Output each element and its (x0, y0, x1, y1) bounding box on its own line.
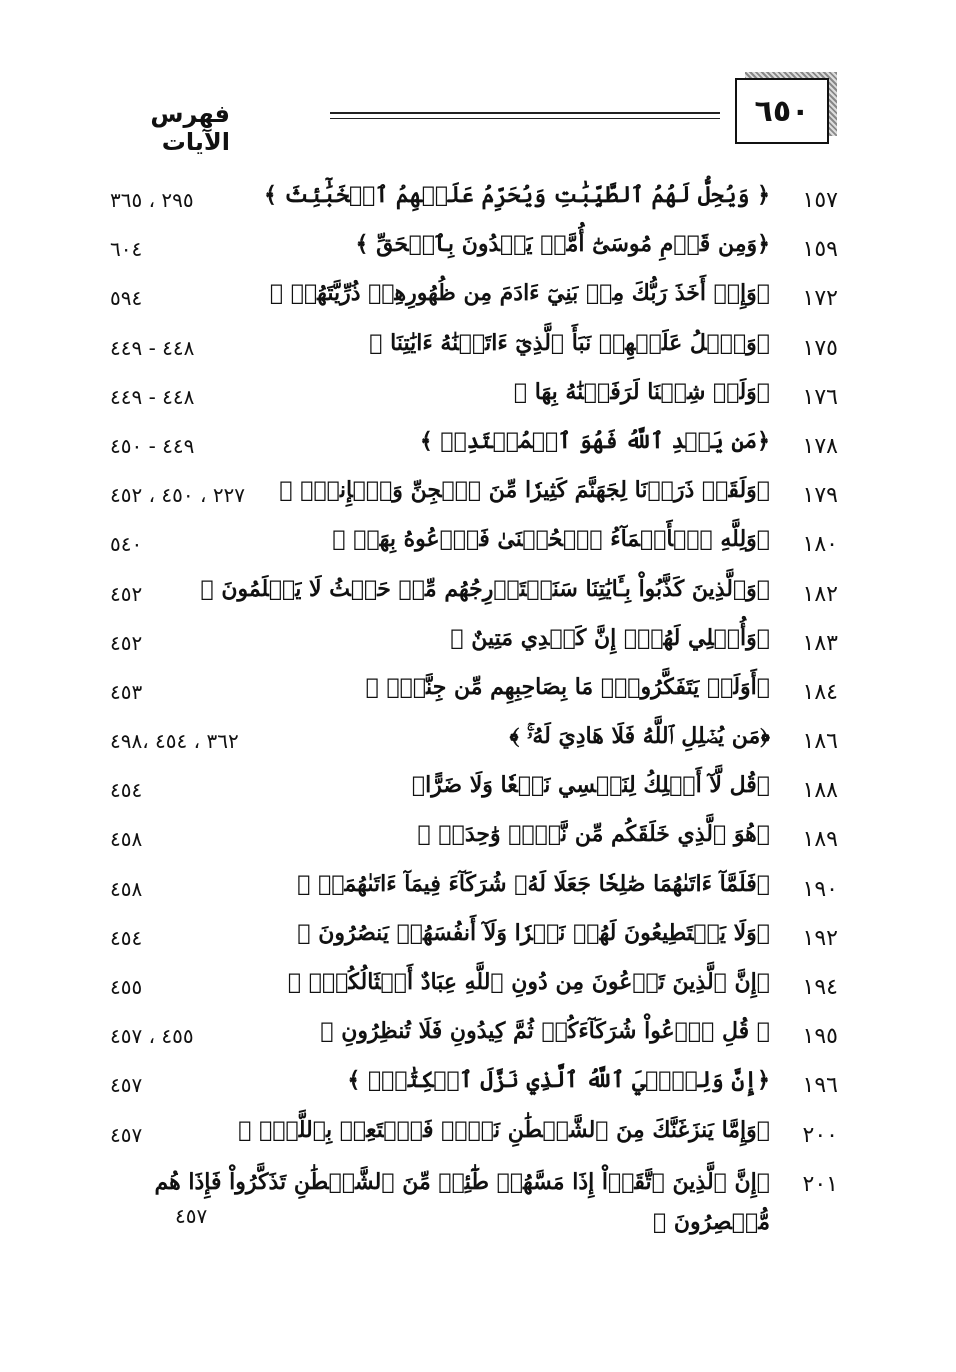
verse-text: ﴿إِنَّ ٱلَّذِينَ ٱتَّقَوۡاْ إِذَا مَسَّهُمۡ طَٰٓئِفٞ مِّنَ ٱلشَّيۡطَٰنِ تَذَكَّرُواْ فَإِذَا هُم مُّبۡصِرُونَ ﴾ (154, 1168, 770, 1235)
page-references (110, 237, 375, 261)
index-entry (0, 178, 956, 227)
verse-number: ١٩٥ (802, 1024, 838, 1050)
page-references (110, 877, 375, 901)
verse-number: ١٨٤ (802, 679, 838, 705)
page-reference-text: ٢٩٥ ، ٣٦٥ (110, 188, 194, 212)
verse-number: ١٥٩ (802, 237, 838, 263)
index-entry (0, 867, 956, 916)
verse-text: ﴿إِنَّ وَلِـِّۧيَ ٱللَّهُ ٱلَّذِي نَزَّلَ ٱلۡكِتَٰبَۖ ﴾ (347, 1067, 770, 1094)
index-entry (0, 621, 956, 670)
verse-text: ﴿هُوَ ٱلَّذِي خَلَقَكُم مِّن نَّفۡسٖ وَٰحِدَةٖ ﴾ (417, 821, 770, 848)
page-references (110, 483, 375, 507)
verse-text: ﴿قُل لَّآ أَمۡلِكُ لِنَفۡسِي نَفۡعٗا وَلَا ضَرًّا﴾ (411, 772, 770, 799)
index-entry (0, 424, 956, 473)
page-reference-text: ٥٤٠ (110, 532, 143, 557)
page-reference-text: ٤٥٢ (110, 581, 143, 606)
verse-number: ٢٠٠ (802, 1122, 838, 1148)
verse-number: ١٩٦ (802, 1073, 838, 1099)
verse-number: ١٧٢ (802, 286, 838, 312)
page-reference-text: ٤٤٨ - ٤٤٩ (110, 384, 195, 409)
page-reference-text: ٤٤٩ - ٤٥٠ (110, 433, 195, 458)
verse-number: ١٩٢ (802, 925, 838, 951)
page-header (0, 0, 956, 160)
page-number: ٦٥٠ (735, 78, 829, 144)
page-reference-text: ٢٢٧ ، ٤٥٠ ، ٤٥٢ (110, 483, 246, 508)
verse-number: ١٥٧ (802, 188, 838, 213)
page-reference-text: ٥٩٤ (110, 286, 143, 311)
page-references (110, 336, 375, 360)
page-references (110, 926, 375, 950)
verse-number: ١٨٣ (802, 630, 838, 656)
index-entry (0, 965, 956, 1014)
verse-text: ﴿فَلَمَّآ ءَاتَىٰهُمَا صَٰلِحٗا جَعَلَا لَهُۥ شُرَكَآءَ فِيمَآ ءَاتَىٰهُمَاۚ ﴾ (297, 870, 770, 897)
index-entry (0, 670, 956, 719)
page-reference-text: ٣٦٢ ، ٤٥٤ ،٤٩٨ (110, 729, 239, 754)
page-references (110, 582, 375, 606)
page-reference-text: ٤٥٨ (110, 827, 143, 852)
index-entry (0, 1014, 956, 1063)
page-references (110, 1024, 375, 1048)
index-entry (0, 276, 956, 325)
verse-text: ﴿مَن يَهۡدِ ٱللَّهُ فَهُوَ ٱلۡمُهۡتَدِيۖ ﴾ (419, 427, 770, 454)
page-reference-text: ٤٥٥ ، ٤٥٧ (110, 1024, 194, 1049)
page-reference-text: ٤٥٥ (110, 975, 143, 999)
index-entry (0, 817, 956, 866)
verse-number: ١٨٠ (802, 532, 838, 558)
page-references (110, 434, 375, 458)
verse-text: ﴿ وَيُحِلُّ لَهُمُ ٱلطَّيِّبَٰتِ وَيُحَرِّمُ عَلَيۡهِمُ ٱلۡخَبَٰٓئِثَ ﴾ (263, 182, 770, 208)
index-entry (0, 768, 956, 817)
index-entry (0, 572, 956, 621)
verse-text: ﴿وَلَا يَسۡتَطِيعُونَ لَهُمۡ نَصۡرٗا وَلَآ أَنفُسَهُمۡ يَنصُرُونَ ﴾ (297, 919, 770, 946)
verse-text: ﴿وَأُمۡلِي لَهُمۡۚ إِنَّ كَيۡدِي مَتِينٌ ﴾ (450, 624, 770, 651)
page-reference-text: ٤٥٢ (110, 630, 143, 655)
page-references (110, 729, 375, 753)
verse-text: ﴿وَلَوۡ شِئۡنَا لَرَفَعۡنَٰهُ بِهَا ﴾ (513, 378, 770, 405)
page-references (110, 385, 375, 409)
page-reference-text: ٤٤٨ - ٤٤٩ (110, 335, 195, 360)
verse-text: ﴿وَٱلَّذِينَ كَذَّبُواْ بِـَٔايَٰتِنَا سَنَسۡتَدۡرِجُهُم مِّنۡ حَيۡثُ لَا يَعۡلَمُونَ ﴾ (200, 575, 770, 602)
verse-number: ١٩٤ (802, 975, 838, 1000)
verse-number: ١٧٨ (802, 433, 838, 459)
index-entry (0, 522, 956, 571)
page-reference-text: ٤٥٤ (110, 925, 143, 950)
verse-text: ﴿وَلِلَّهِ ٱلۡأَسۡمَآءُ ٱلۡحُسۡنَىٰ فَٱدۡعُوهُ بِهَاۖ ﴾ (332, 526, 770, 553)
verse-text: ﴿وَلَقَدۡ ذَرَأۡنَا لِجَهَنَّمَ كَثِيرٗا مِّنَ ٱلۡجِنِّ وَٱلۡإِنسِۖ ﴾ (279, 477, 770, 504)
verse-text: ﴿مَن يُضۡلِلِ ٱللَّهُ فَلَا هَادِيَ لَهُۥۚ ﴾ (509, 723, 770, 750)
page-references (110, 631, 375, 655)
index-entry (0, 1113, 956, 1162)
page-references (175, 1204, 440, 1228)
page-reference-text: ٤٥٣ (110, 679, 143, 704)
verse-number: ١٨٨ (802, 778, 838, 804)
header-rule (330, 112, 720, 114)
index-entry (0, 375, 956, 424)
page-references (110, 1123, 375, 1147)
page-reference-text: ٤٥٧ (110, 1073, 143, 1098)
verse-number: ١٨٢ (802, 581, 838, 607)
page-reference-text: ٤٥٧ (175, 1203, 208, 1228)
verse-number: ١٨٩ (802, 827, 838, 853)
verse-number: ١٩٠ (802, 876, 838, 902)
index-entry (0, 1063, 956, 1112)
verse-number: ٢٠١ (802, 1171, 838, 1197)
verse-text: ﴿أَوَلَمۡ يَتَفَكَّرُواْۗ مَا بِصَاحِبِهِم مِّن جِنَّةٍۚ ﴾ (365, 673, 770, 700)
verse-index-list (0, 178, 956, 1242)
verse-text: ﴿ قُلِ ٱدۡعُواْ شُرَكَآءَكُمۡ ثُمَّ كِيدُونِ فَلَا تُنظِرُونِ ﴾ (320, 1018, 770, 1045)
index-entry (0, 1162, 956, 1242)
verse-text: ﴿وَمِن قَوۡمِ مُوسَىٰٓ أُمَّةٞ يَهۡدُونَ بِٱلۡحَقِّ ﴾ (355, 231, 770, 258)
verse-text: ﴿وَإِمَّا يَنزَغَنَّكَ مِنَ ٱلشَّيۡطَٰنِ نَزۡغٞ فَٱسۡتَعِذۡ بِٱللَّهِۚ ﴾ (238, 1116, 770, 1143)
index-entry (0, 227, 956, 276)
verse-number: ١٧٥ (802, 335, 838, 361)
page-references (110, 532, 375, 556)
page-references (110, 680, 375, 704)
page-reference-text: ٤٥٤ (110, 778, 143, 803)
page-references (110, 827, 375, 851)
verse-number: ١٧٩ (802, 483, 838, 509)
verse-text: ﴿وَٱتۡلُ عَلَيۡهِمۡ نَبَأَ ٱلَّذِيٓ ءَاتَيۡنَٰهُ ءَايَٰتِنَا ﴾ (369, 329, 770, 356)
verse-text: ﴿وَإِذۡ أَخَذَ رَبُّكَ مِنۢ بَنِيٓ ءَادَمَ مِن ظُهُورِهِمۡ ذُرِّيَّتَهُمۡ ﴾ (269, 280, 770, 307)
page-references (110, 975, 375, 999)
index-entry (0, 326, 956, 375)
running-title: فهرس الآيات (150, 100, 230, 156)
index-entry (0, 916, 956, 965)
page-references (110, 1073, 375, 1097)
verse-number: ١٨٦ (802, 729, 838, 755)
page-references (110, 286, 375, 310)
header-rule-thin (330, 118, 720, 119)
page-reference-text: ٦٠٤ (110, 237, 143, 262)
page-references (110, 188, 375, 212)
index-entry (0, 719, 956, 768)
page-references (110, 778, 375, 802)
page-reference-text: ٤٥٨ (110, 876, 143, 901)
verse-text: ﴿إِنَّ ٱلَّذِينَ تَدۡعُونَ مِن دُونِ ٱللَّهِ عِبَادٌ أَمۡثَالُكُمۡۖ ﴾ (287, 969, 770, 995)
index-entry (0, 473, 956, 522)
verse-number: ١٧٦ (802, 384, 838, 410)
page-reference-text: ٤٥٧ (110, 1122, 143, 1147)
